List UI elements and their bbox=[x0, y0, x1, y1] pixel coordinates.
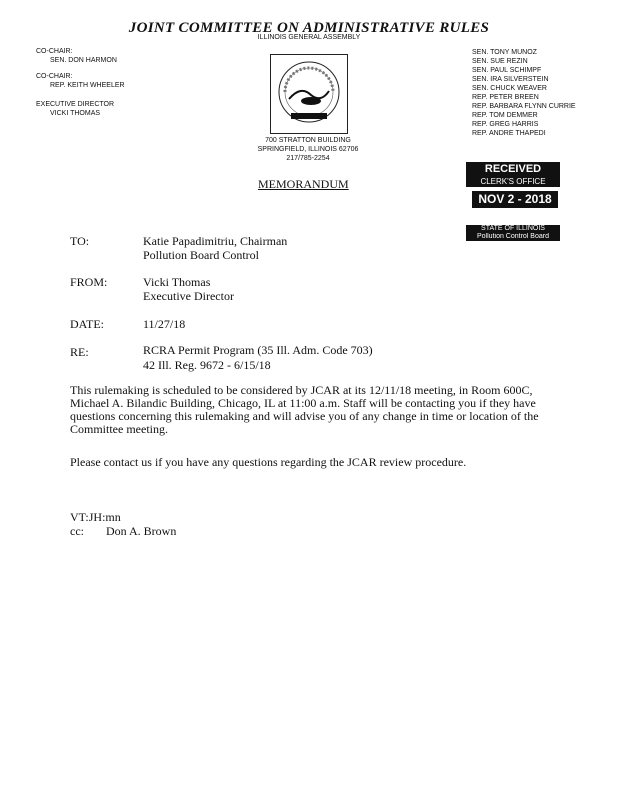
executive-director-role: EXECUTIVE DIRECTOR bbox=[36, 101, 115, 108]
stamp-board: Pollution Control Board bbox=[466, 233, 560, 241]
member-name: SEN. PAUL SCHIMPF bbox=[472, 67, 542, 74]
co-chair-role-2: CO-CHAIR: bbox=[36, 73, 73, 80]
illinois-seal-icon bbox=[270, 54, 348, 134]
stamp-state: STATE OF ILLINOIS bbox=[466, 225, 560, 233]
to-organization: Pollution Board Control bbox=[143, 248, 260, 262]
from-name: Vicki Thomas bbox=[143, 275, 211, 289]
from-label: FROM: bbox=[70, 275, 108, 289]
member-name: SEN. SUE REZIN bbox=[472, 58, 528, 65]
typist-initials: VT:JH:mn bbox=[70, 510, 121, 524]
co-chair-name-1: SEN. DON HARMON bbox=[50, 57, 117, 64]
member-name: SEN. CHUCK WEAVER bbox=[472, 85, 547, 92]
assembly-subtitle: ILLINOIS GENERAL ASSEMBLY bbox=[257, 34, 361, 41]
date-value: 11/27/18 bbox=[143, 317, 186, 331]
co-chair-name-2: REP. KEITH WHEELER bbox=[50, 82, 125, 89]
member-name: REP. BARBARA FLYNN CURRIE bbox=[472, 103, 576, 110]
address-phone: 217/785-2254 bbox=[286, 155, 330, 162]
member-name: REP. GREG HARRIS bbox=[472, 121, 539, 128]
executive-director-name: VICKI THOMAS bbox=[50, 110, 101, 117]
date-label: DATE: bbox=[70, 317, 104, 331]
address-line-1: 700 STRATTON BUILDING bbox=[265, 137, 351, 144]
re-label: RE: bbox=[70, 345, 89, 359]
to-label: TO: bbox=[70, 234, 90, 248]
body-paragraph-2: Please contact us if you have any questions regarding the JCAR review procedure. bbox=[70, 455, 467, 469]
to-name: Katie Papadimitriu, Chairman bbox=[143, 234, 288, 248]
stamp-date: NOV 2 - 2018 bbox=[472, 191, 558, 208]
members-roster bbox=[472, 48, 576, 138]
from-title: Executive Director bbox=[143, 289, 234, 303]
member-name: REP. PETER BREEN bbox=[472, 94, 539, 101]
stamp-received: RECEIVED bbox=[466, 162, 560, 176]
re-line-1: RCRA Permit Program (35 Ill. Adm. Code 703) bbox=[143, 343, 373, 357]
re-line-2: 42 Ill. Reg. 9672 - 6/15/18 bbox=[143, 358, 271, 372]
cc-name: Don A. Brown bbox=[106, 524, 177, 538]
cc-label: cc: bbox=[70, 524, 84, 538]
co-chair-role-1: CO-CHAIR: bbox=[36, 48, 73, 55]
committee-title: JOINT COMMITTEE ON ADMINISTRATIVE RULES bbox=[128, 20, 490, 36]
member-name: REP. TOM DEMMER bbox=[472, 112, 538, 119]
body-paragraph-1: This rulemaking is scheduled to be considered by JCAR at its 12/11/18 meeting, in Room 600C, Michael A. Bilandic Building, Chicago, IL at 11:00 a.m. Staff will be contacting you if they have questions concerning this rulemaking and will advise you of any change in time or location of the Committee meeting. bbox=[70, 383, 539, 436]
memo-heading: MEMORANDUM bbox=[258, 177, 349, 191]
member-name: SEN. IRA SILVERSTEIN bbox=[472, 76, 549, 83]
member-name: REP. ANDRE THAPEDI bbox=[472, 130, 546, 137]
stamp-office: CLERK'S OFFICE bbox=[466, 176, 560, 187]
member-name: SEN. TONY MUNOZ bbox=[472, 49, 537, 56]
address-line-2: SPRINGFIELD, ILLINOIS 62706 bbox=[257, 146, 359, 153]
